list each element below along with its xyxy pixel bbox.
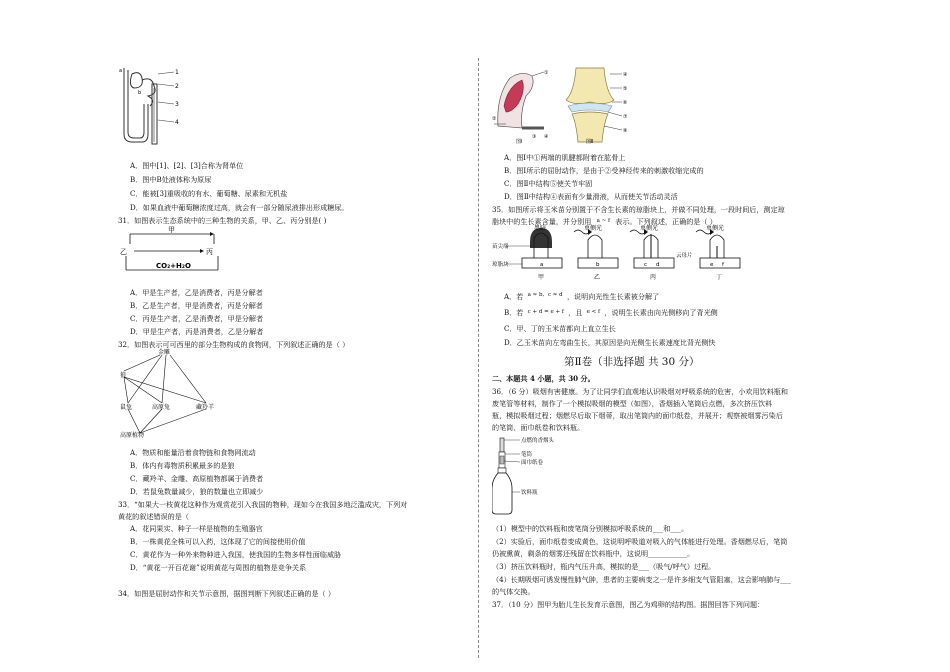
model-label-tissue-roll: 面巾纸卷 xyxy=(521,460,544,466)
block-a: a xyxy=(540,262,544,268)
smoking-model-figure xyxy=(492,436,582,516)
q35-option-b-var1: c + d = e + f xyxy=(527,309,564,315)
food-web-plant: 高原植物 xyxy=(120,432,145,439)
model-label-bottle: 饮料瓶 xyxy=(521,490,538,496)
q36-line3: 瓶，模拟吸烟过程；烟燃尽后取下烟蒂，取出笔筒内的面巾纸卷，并展开；观察被烟雾污染后 xyxy=(492,411,783,420)
fig2-caption: 图Ⅱ xyxy=(586,139,594,144)
q35-option-c: C．甲、丁的玉米苗都向上直立生长 xyxy=(504,324,616,333)
food-web-antelope: 藏羚羊 xyxy=(196,404,215,411)
q33-option-c: C．黄花作为一种外来物种进入我国，使我国的生物多样性面临威胁 xyxy=(130,550,342,559)
q33-option-a: A．花同果实、种子一样是植物的生殖器官 xyxy=(130,524,263,533)
caption-ding: 丁 xyxy=(716,274,723,281)
q33-stem-line1: 33．“如果大一枝黄花这种作为观赏花引入我国的物种，现如今在我国多地泛滥成灾，下列对 xyxy=(118,500,408,509)
food-web-rat: 鼠兔 xyxy=(120,404,133,411)
q31-option-a: A．甲是生产者，乙是消费者，丙是分解者 xyxy=(130,288,263,297)
fig1-caption: 图Ⅰ xyxy=(516,139,523,144)
setup-jia xyxy=(506,228,562,268)
q35-stem-variable: a ~ f xyxy=(596,218,610,224)
q34-option-a: A．图Ⅰ中①两端的肌腱都附着在肱骨上 xyxy=(504,153,626,162)
nephron-label-3: 3 xyxy=(175,101,179,108)
food-web-figure xyxy=(118,347,238,439)
q36-sub-2b: 仍被熏黄，剩条的烟雾还残留在饮料瓶中，这说明___________。 xyxy=(492,549,695,558)
q34-stem: 34．如图是屈肘动作和关节示意图，据图判断下列叙述正确的是（ ） xyxy=(118,589,335,598)
knee-label-5: ⑤ xyxy=(623,86,628,92)
ecosystem-top-label: 甲 xyxy=(168,226,175,234)
q35-option-a xyxy=(504,291,659,301)
ecosystem-left-label: 乙 xyxy=(120,248,127,256)
knee-label-7: ⑦ xyxy=(623,114,628,120)
q35-option-a-part1: A．若 xyxy=(504,292,524,301)
q34-option-d: D．图Ⅱ中结构④表面有少量滑液，从而使关节活动灵活 xyxy=(504,192,678,201)
nephron-label-a: a xyxy=(119,68,123,74)
q32-option-a: A．物质和能量沿着食物链和食物网流动 xyxy=(130,448,256,457)
q32-stem: 32．如图表示可可西里的部分生物构成的食物网，下列叙述正确的是（ ） xyxy=(118,340,350,349)
label-light-2: 单侧光 xyxy=(640,225,659,232)
q31-option-c: C．丙是生产者，乙是消费者，甲是分解者 xyxy=(130,314,264,323)
q32-option-d: D．若鼠兔数量减少，狼的数量也立即减少 xyxy=(130,487,264,496)
food-web-eagle: 金雕 xyxy=(158,349,171,356)
q35-option-a-part2: ，说明向光性生长素被分解了 xyxy=(566,292,660,301)
block-d: d xyxy=(656,262,660,268)
q35-option-d: D．乙玉米苗向左弯曲生长，其原因是向光侧生长素速度比背光侧快 xyxy=(504,338,716,347)
nephron-label-2: 2 xyxy=(175,83,179,90)
q35-stem-line1: 35．如图所示将玉米苗分别置于不含生长素的琼脂块上，并做不同处理，一段时间后，测定琼 xyxy=(492,205,785,214)
q35-option-b xyxy=(504,308,718,317)
label-mica: 云母片 xyxy=(676,253,693,259)
label-light-1: 单侧光 xyxy=(584,225,603,232)
label-dark: 黑暗 xyxy=(534,225,547,232)
caption-yi: 乙 xyxy=(594,274,601,281)
part-two-header: 二、本题共 4 小题，共 30 分。 xyxy=(492,374,595,383)
q32-option-c: C．藏羚羊、金雕、高原植物都属于消费者 xyxy=(130,474,264,483)
arm-label-1: ① xyxy=(544,70,549,76)
q36-line2: 废笔管等材料，制作了一个模拟吸烟的模型（如图），香烟插入笔筒后点燃，多次挤压饮料 xyxy=(492,399,773,408)
q33-option-b: B．一株黄花全株可以入药，这体现了它的间接使用价值 xyxy=(130,537,306,546)
q36-sub-4b: 的气体交换。 xyxy=(492,587,535,596)
q36-sub-2a: （2）实验后，面巾纸卷变成黄色，这说明呼吸道对吸入的气体能进行处理。香烟燃尽后，笔筒 xyxy=(492,537,788,546)
food-web-rabbit: 高原兔 xyxy=(152,404,171,411)
q34-option-c: C．图Ⅱ中结构⑤使关节牢固 xyxy=(504,179,593,188)
block-b: b xyxy=(596,262,600,268)
setup-ding xyxy=(696,229,740,268)
q35-option-b-mid: ，且 xyxy=(568,308,583,317)
q36-line1: 36．（6 分）吸烟有害健康。为了让同学们直观地认识吸烟对呼吸系统的危害，小欢用饮料瓶和 xyxy=(492,387,788,396)
block-e: e xyxy=(710,262,714,268)
nephron-label-4: 4 xyxy=(175,119,179,126)
q31-option-d: D．甲是生产者，丙是消费者，乙是分解者 xyxy=(130,327,264,336)
q33-stem-line2: 黄花的叙述错误的是（ xyxy=(118,512,189,521)
q37-stem: 37．（10 分）图甲为胎儿生长发育示意图，图乙为鸡卵的结构图。据图回答下列问题： xyxy=(492,600,765,609)
column-divider xyxy=(478,58,479,658)
q35-option-a-variable: a ≈ b、c ≈ d xyxy=(527,292,563,298)
q35-stem-part2: 表示。下列叙述，正确的是（ ） xyxy=(615,217,717,226)
ecosystem-figure xyxy=(118,224,228,280)
ecosystem-right-label: 丙 xyxy=(206,248,213,256)
q36-line4: 的笔筒、面巾纸卷和饮料瓶。 xyxy=(492,423,585,432)
q35-option-b-part2: ，说明生长素由向光侧移向了背光侧 xyxy=(604,308,718,317)
q30-option-d: D．如果血液中葡萄糖浓度过高，就会有一部分随尿液排出形成糖尿。 xyxy=(130,203,349,212)
model-label-pen-tube: 笔筒 xyxy=(521,452,533,458)
q31-stem: 31．如图表示生态系统中的三种生物的关系，甲、乙、丙分别是( ) xyxy=(118,216,327,225)
q36-sub-3: （3）挤压饮料瓶时，瓶内气压升高，模拟的是___（吸气/呼气）过程。 xyxy=(492,562,716,571)
nephron-figure xyxy=(118,64,188,148)
q35-option-b-part1: B．若 xyxy=(504,308,524,317)
q35-option-b-var2: e < f xyxy=(586,309,601,315)
knee-label-4: ④ xyxy=(623,72,628,78)
model-label-cigarette: 点燃的香烟头 xyxy=(521,438,555,444)
q35-stem-part1: 脂块中的生长素含量，并分别用 xyxy=(492,217,592,226)
q30-option-b: B．图中B处液体称为原尿 xyxy=(130,175,212,184)
q32-option-b: B．体内有毒物质积累最多的是狼 xyxy=(130,461,235,470)
arm-muscle-figure xyxy=(492,66,554,144)
label-agar: 琼脂块 xyxy=(492,262,509,268)
food-web-wolf: 狼 xyxy=(120,372,127,379)
q36-sub-4a: （4）长期吸烟可诱发慢性肺气肿，患者的主要病变之一是许多细支气管阻塞，这会影响肺与___ xyxy=(492,575,791,584)
caption-jia: 甲 xyxy=(538,274,545,281)
arm-label-4: ④ xyxy=(544,134,549,140)
block-f: f xyxy=(722,262,724,268)
setup-bing xyxy=(630,229,674,268)
q33-option-d: D．“黄花一开百花谢”说明黄花与周围的植物是竞争关系 xyxy=(130,563,307,572)
ecosystem-bottom-label: CO₂+H₂O xyxy=(156,262,191,270)
q34-option-b: B．图Ⅰ所示的屈肘动作，是由于②受神经传来的刺激收缩完成的 xyxy=(504,166,704,175)
knee-label-6: ⑥ xyxy=(623,100,628,106)
arm-label-3: ③ xyxy=(532,134,537,140)
knee-joint-figure xyxy=(560,66,636,144)
label-light-3: 单侧光 xyxy=(706,225,725,232)
nephron-label-b: b xyxy=(138,90,142,96)
q36-sub-1: （1）模型中的饮料瓶和废笔筒分别模拟呼吸系统的___和___。 xyxy=(492,524,689,533)
block-c: c xyxy=(644,262,648,268)
q30-option-a: A．图中[1]、[2]、[3]合称为肾单位 xyxy=(130,161,244,170)
arm-label-2: ② xyxy=(492,116,497,122)
q31-option-b: B．乙是生产者，甲是消费者，丙是分解者 xyxy=(130,301,263,310)
q30-option-c: C．能被[3]重吸收的有水、葡萄糖、尿素和无机盐 xyxy=(130,189,288,198)
label-tip: 苗尖端 xyxy=(492,244,509,250)
knee-label-8: ⑧ xyxy=(623,128,628,134)
caption-bing: 丙 xyxy=(650,274,657,281)
part-two-title: 第Ⅱ卷（非选择题 共 30 分） xyxy=(564,356,700,368)
phototropism-figure xyxy=(492,224,774,282)
nephron-label-1: 1 xyxy=(175,69,179,76)
